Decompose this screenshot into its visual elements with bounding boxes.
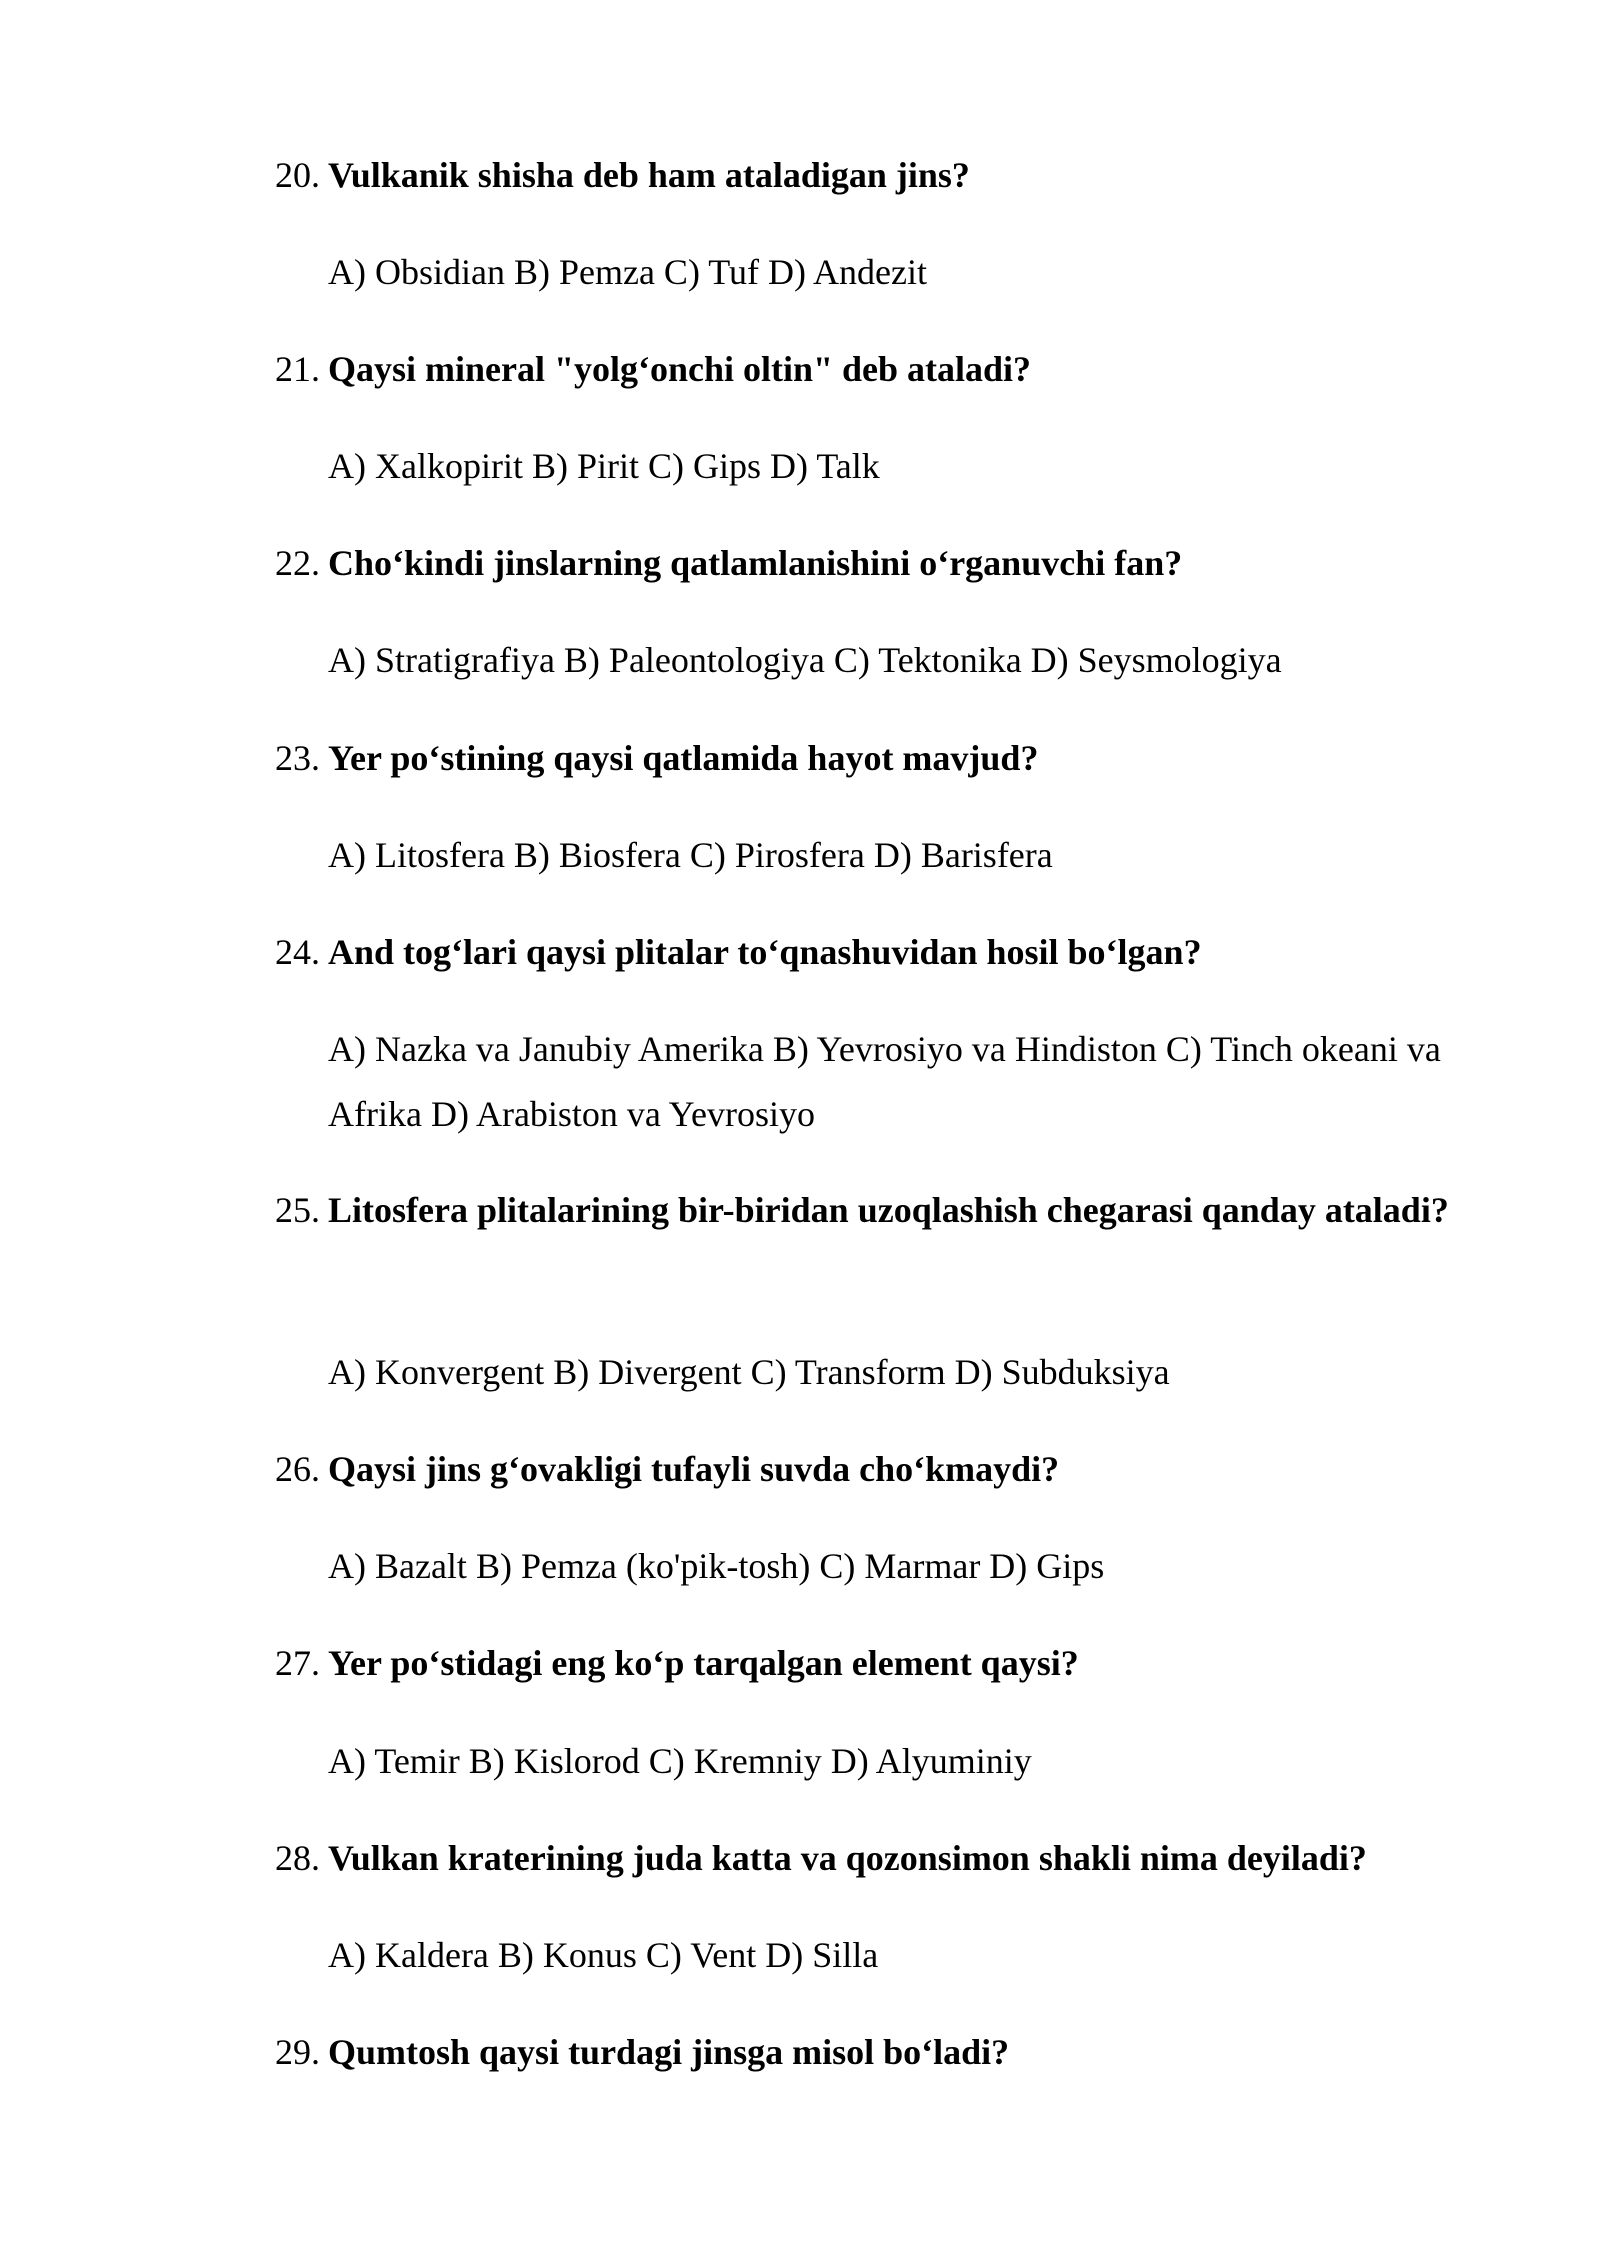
question-24 — [275, 920, 1475, 985]
question-text: Vulkanik shisha deb ham ataladigan jins? — [328, 155, 970, 195]
question-text: Yer po‘stidagi eng ko‘p tarqalgan element qaysi? — [328, 1643, 1079, 1683]
question-text: Litosfera plitalarining bir-biridan uzoqlashish chegarasi qanday ataladi? — [328, 1190, 1449, 1230]
question-number: 25. — [275, 1190, 320, 1230]
question-text: Qumtosh qaysi turdagi jinsga misol bo‘ladi? — [328, 2032, 1010, 2072]
question-text: And tog‘lari qaysi plitalar to‘qnashuvidan hosil bo‘lgan? — [328, 932, 1202, 972]
question-28 — [275, 1826, 1475, 1891]
question-29 — [275, 2020, 1475, 2085]
question-text: Vulkan kraterining juda katta va qozonsimon shakli nima deyiladi? — [328, 1838, 1367, 1878]
question-26 — [275, 1437, 1475, 1502]
question-25 — [275, 1178, 1475, 1243]
question-number: 24. — [275, 932, 320, 972]
question-number: 27. — [275, 1643, 320, 1683]
answer-options-24: A) Nazka va Janubiy Amerika B) Yevrosiyo va Hindiston C) Tinch okeani va Afrika D) Arabiston va Yevrosiyo — [328, 1029, 1441, 1134]
question-27 — [275, 1631, 1475, 1696]
question-text: Yer po‘stining qaysi qatlamida hayot mavjud? — [328, 738, 1039, 778]
question-text: Qaysi mineral "yolg‘onchi oltin" deb ataladi? — [328, 349, 1032, 389]
question-number: 20. — [275, 155, 320, 195]
question-text: Cho‘kindi jinslarning qatlamlanishini o‘rganuvchi fan? — [328, 543, 1183, 583]
answer-options-22: A) Stratigrafiya B) Paleontologiya C) Tektonika D) Seysmologiya — [328, 640, 1282, 680]
answer-options-28: A) Kaldera B) Konus C) Vent D) Silla — [328, 1935, 879, 1975]
question-number: 29. — [275, 2032, 320, 2072]
question-text: Qaysi jins g‘ovakligi tufayli suvda cho‘kmaydi? — [328, 1449, 1060, 1489]
question-21 — [275, 337, 1475, 402]
answer-options-27: A) Temir B) Kislorod C) Kremniy D) Alyuminiy — [328, 1741, 1032, 1781]
answer-options-23: A) Litosfera B) Biosfera C) Pirosfera D) Barisfera — [328, 835, 1053, 875]
question-number: 21. — [275, 349, 320, 389]
answer-options-20: A) Obsidian B) Pemza C) Tuf D) Andezit — [328, 252, 927, 292]
answer-options-21: A) Xalkopirit B) Pirit C) Gips D) Talk — [328, 446, 880, 486]
question-number: 23. — [275, 738, 320, 778]
question-22 — [275, 531, 1475, 596]
answer-options-25: A) Konvergent B) Divergent C) Transform D) Subduksiya — [328, 1352, 1170, 1392]
question-23 — [275, 726, 1475, 791]
question-number: 26. — [275, 1449, 320, 1489]
question-number: 28. — [275, 1838, 320, 1878]
question-number: 22. — [275, 543, 320, 583]
question-20 — [275, 143, 1475, 208]
answer-options-26: A) Bazalt B) Pemza (ko'pik-tosh) C) Marmar D) Gips — [328, 1546, 1105, 1586]
